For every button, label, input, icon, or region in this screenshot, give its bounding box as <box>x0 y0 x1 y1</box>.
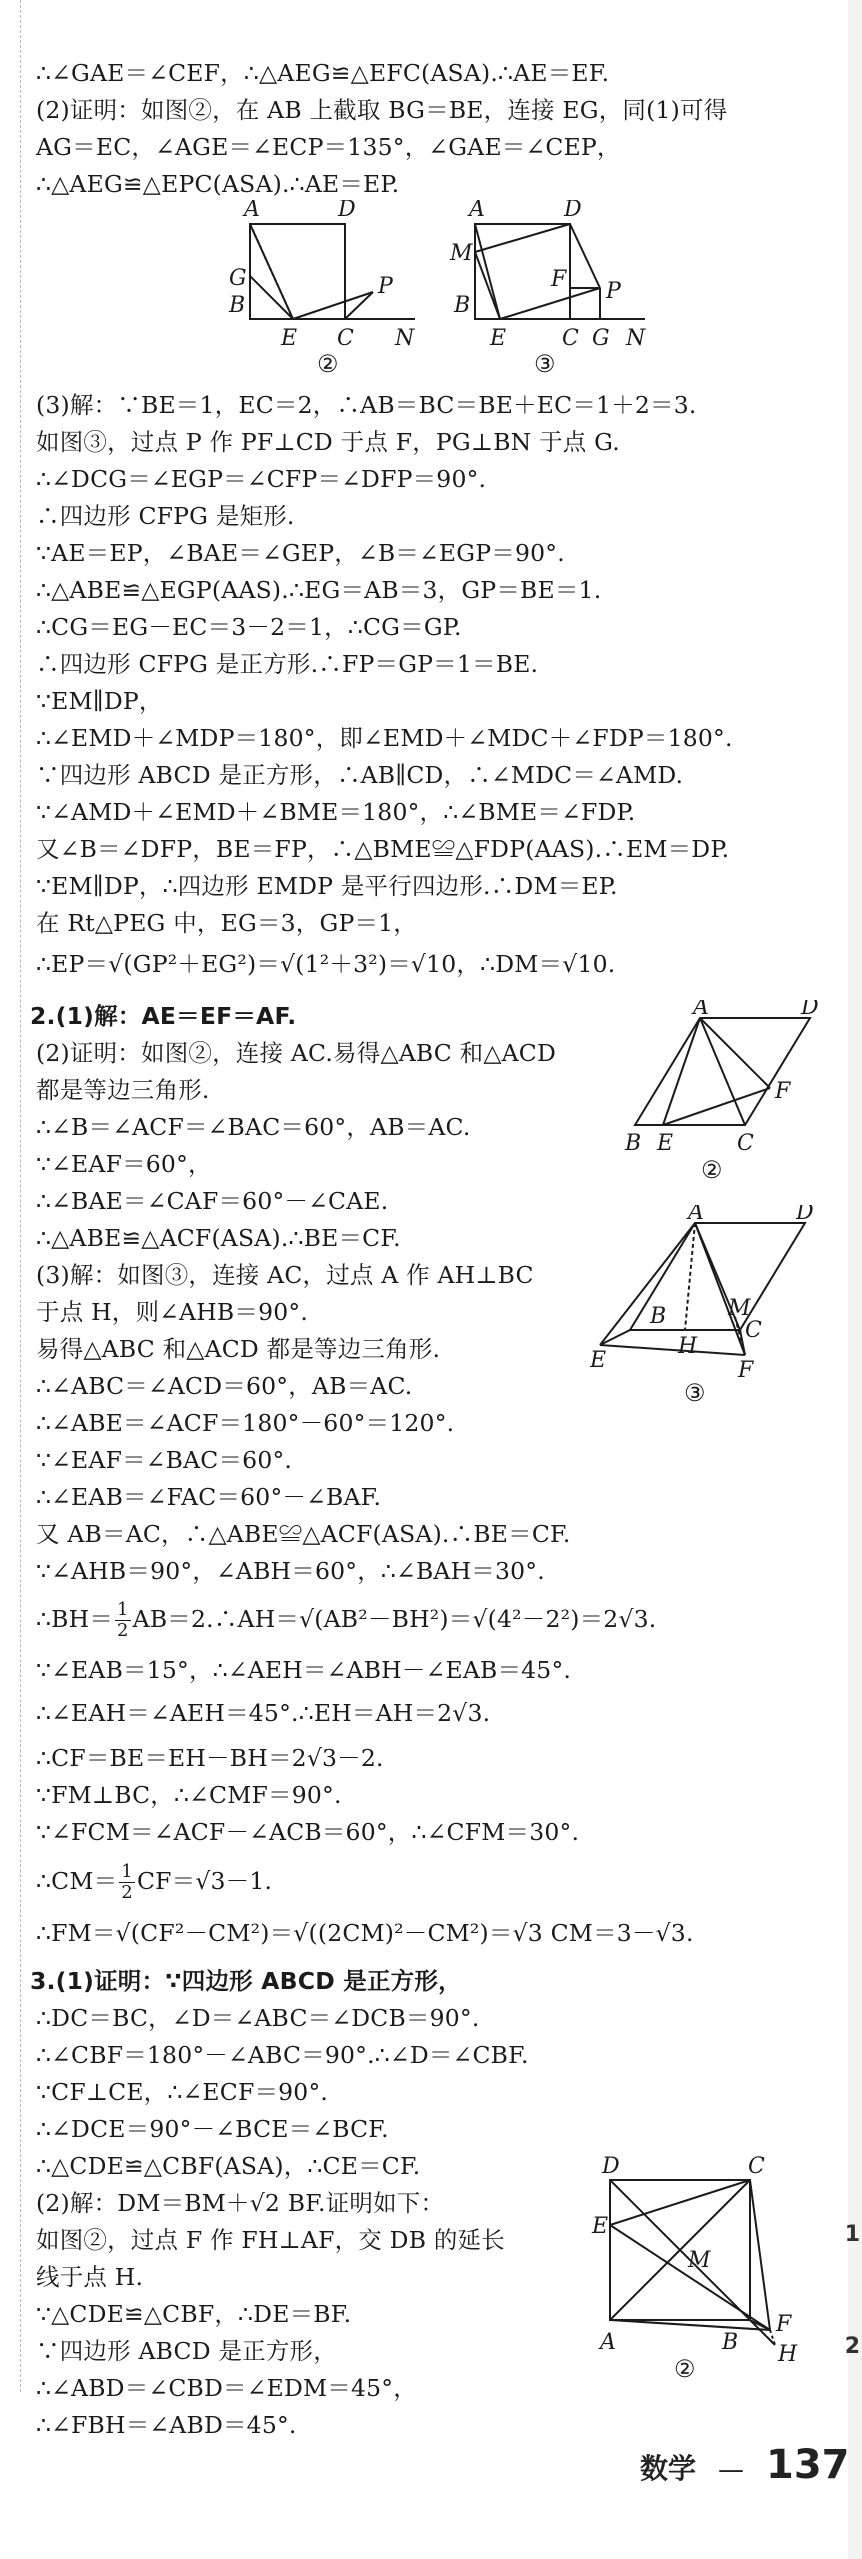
point-label: D <box>602 2155 620 2179</box>
text-line: ∴∠EMD＋∠MDP＝180°，即∠EMD＋∠MDC＋∠FDP＝180°. <box>36 724 733 752</box>
point-label: D <box>801 1000 819 1020</box>
point-label: P <box>378 274 393 299</box>
point-label: E <box>590 1348 607 1373</box>
text-line: 2.(1)解：AE＝EF＝AF. <box>30 1002 297 1030</box>
edge-mark: 2 <box>844 2334 860 2359</box>
point-label: M <box>450 241 473 266</box>
point-label: A <box>469 200 485 222</box>
page-footer <box>640 2442 850 2488</box>
text-line: ∴CG＝EG－EC＝3－2＝1，∴CG＝GP. <box>36 613 462 641</box>
fraction <box>115 1600 131 1641</box>
text-line: ∴△ABE≌△ACF(ASA).∴BE＝CF. <box>36 1224 401 1252</box>
point-label: B <box>229 293 246 318</box>
text-line: 于点 H，则∠AHB＝90°. <box>36 1298 309 1326</box>
point-label: F <box>551 267 567 292</box>
text-line: ∴∠BAE＝∠CAF＝60°－∠CAE. <box>36 1187 389 1215</box>
edge-mark: 1 <box>844 2222 860 2247</box>
text-line: ∴∠ABC＝∠ACD＝60°，AB＝AC. <box>36 1372 413 1400</box>
point-label: H <box>678 1334 698 1359</box>
figure-2-3 <box>590 1205 820 1409</box>
point-label: C <box>748 2155 765 2179</box>
next-page-edge <box>848 0 862 2559</box>
point-label: F <box>738 1358 754 1383</box>
text-line: 易得△ABC 和△ACD 都是等边三角形. <box>36 1335 441 1363</box>
text-line: 线于点 H. <box>36 2263 144 2291</box>
text-line: ∴四边形 CFPG 是矩形. <box>36 502 295 530</box>
point-label: M <box>688 2248 711 2273</box>
text-line: ∵∠EAF＝60°， <box>36 1150 212 1178</box>
point-label: E <box>490 326 507 351</box>
text-line: (3)解：如图③，连接 AC，过点 A 作 AH⊥BC <box>36 1261 534 1289</box>
point-label: B <box>722 2330 739 2355</box>
point-label: H <box>778 2342 798 2367</box>
text-line: ∴∠EAH＝∠AEH＝45°.∴EH＝AH＝2√3. <box>36 1699 491 1727</box>
text-line: ∴∠EAB＝∠FAC＝60°－∠BAF. <box>36 1483 382 1511</box>
figure-caption: ② <box>674 2355 696 2383</box>
point-label: G <box>229 266 247 291</box>
text-line: ∵FM⊥BC，∴∠CMF＝90°. <box>36 1781 342 1809</box>
point-label: B <box>454 293 471 318</box>
text-line: 都是等边三角形. <box>36 1076 210 1104</box>
text-line: ∴DC＝BC，∠D＝∠ABC＝∠DCB＝90°. <box>36 2004 480 2032</box>
fraction-num: 1 <box>117 1599 129 1620</box>
text-line: ∴∠ABD＝∠CBD＝∠EDM＝45°， <box>36 2374 417 2402</box>
text-line: ∴△AEG≌△EPC(ASA).∴AE＝EP. <box>36 170 400 198</box>
text-line-with-fraction <box>36 1600 656 1641</box>
text-fragment: AB＝2.∴AH＝√(AB²－BH²)＝√(4²－2²)＝2√3. <box>132 1605 657 1633</box>
text-line: ∵四边形 ABCD 是正方形，∴AB∥CD，∴∠MDC＝∠AMD. <box>36 761 684 789</box>
point-label: M <box>728 1296 751 1321</box>
text-line: 又∠B＝∠DFP，BE＝FP，∴△BME≌△FDP(AAS).∴EM＝DP. <box>36 835 730 863</box>
point-label: A <box>244 200 260 222</box>
text-line: ∴FM＝√(CF²－CM²)＝√((2CM)²－CM²)＝√3 CM＝3－√3. <box>36 1919 694 1947</box>
text-line: ∴EP＝√(GP²＋EG²)＝√(1²＋3²)＝√10，∴DM＝√10. <box>36 950 616 978</box>
figure-caption: ② <box>701 1156 723 1184</box>
point-label: D <box>338 200 356 222</box>
point-label: C <box>337 326 354 351</box>
text-line: ∴∠DCG＝∠EGP＝∠CFP＝∠DFP＝90°. <box>36 465 487 493</box>
text-line: AG＝EC，∠AGE＝∠ECP＝135°，∠GAE＝∠CEP， <box>36 133 621 161</box>
point-label: A <box>693 1000 709 1020</box>
text-line: ∴CF＝BE＝EH－BH＝2√3－2. <box>36 1744 384 1772</box>
point-label: C <box>737 1131 754 1156</box>
point-label: G <box>592 326 610 351</box>
text-line: 如图③，过点 P 作 PF⊥CD 于点 F，PG⊥BN 于点 G. <box>36 428 620 456</box>
text-fragment: CF＝√3－1. <box>136 1867 273 1895</box>
point-label: P <box>606 279 621 304</box>
text-line: (2)证明：如图②，在 AB 上截取 BG＝BE，连接 EG，同(1)可得 <box>36 96 728 124</box>
text-line: (2)解：DM＝BM＋√2 BF.证明如下： <box>36 2189 445 2217</box>
text-line: ∵四边形 ABCD 是正方形， <box>36 2337 337 2365</box>
text-line: 又 AB＝AC，∴△ABE≌△ACF(ASA).∴BE＝CF. <box>36 1520 571 1548</box>
point-label: E <box>281 326 298 351</box>
text-line: ∵∠AHB＝90°，∠ABH＝60°，∴∠BAH＝30°. <box>36 1557 545 1585</box>
text-line: ∵CF⊥CE，∴∠ECF＝90°. <box>36 2078 329 2106</box>
text-line: ∵∠AMD＋∠EMD＋∠BME＝180°，∴∠BME＝∠FDP. <box>36 798 636 826</box>
text-line: ∴∠B＝∠ACF＝∠BAC＝60°，AB＝AC. <box>36 1113 471 1141</box>
point-label: F <box>776 2312 792 2337</box>
text-line: ∵EM∥DP，∴四边形 EMDP 是平行四边形.∴DM＝EP. <box>36 872 618 900</box>
point-label: E <box>592 2214 609 2239</box>
text-line: ∴∠CBF＝180°－∠ABC＝90°.∴∠D＝∠CBF. <box>36 2041 529 2069</box>
figure-3-2 <box>590 2155 800 2389</box>
text-line: ∴四边形 CFPG 是正方形.∴FP＝GP＝1＝BE. <box>36 650 539 678</box>
text-line-with-fraction <box>36 1862 272 1903</box>
text-line: ∴∠DCE＝90°－∠BCE＝∠BCF. <box>36 2115 389 2143</box>
point-label: C <box>745 1318 762 1343</box>
text-line: ∵∠EAB＝15°，∴∠AEH＝∠ABH－∠EAB＝45°. <box>36 1656 572 1684</box>
text-line: ∴△ABE≌△EGP(AAS).∴EG＝AB＝3，GP＝BE＝1. <box>36 576 602 604</box>
page-number: 137 <box>766 2442 850 2488</box>
footer-dash: — <box>718 2455 745 2485</box>
point-label: B <box>650 1304 667 1329</box>
figure-caption: ③ <box>534 350 556 378</box>
text-line: ∵AE＝EP，∠BAE＝∠GEP，∠B＝∠EGP＝90°. <box>36 539 565 567</box>
point-label: A <box>688 1205 704 1225</box>
figure-caption: ② <box>317 350 339 378</box>
text-line: 在 Rt△PEG 中，EG＝3，GP＝1， <box>36 909 418 937</box>
text-line: (2)证明：如图②，连接 AC.易得△ABC 和△ACD <box>36 1039 557 1067</box>
text-line: ∵∠FCM＝∠ACF－∠ACB＝60°，∴∠CFM＝30°. <box>36 1818 580 1846</box>
text-line: 如图②，过点 F 作 FH⊥AF，交 DB 的延长 <box>36 2226 505 2254</box>
text-line: ∴∠FBH＝∠ABD＝45°. <box>36 2411 297 2439</box>
text-line: ∵△CDE≌△CBF，∴DE＝BF. <box>36 2300 352 2328</box>
text-line: ∴∠ABE＝∠ACF＝180°－60°＝120°. <box>36 1409 455 1437</box>
fraction-num: 1 <box>121 1861 133 1882</box>
text-line: ∵EM∥DP， <box>36 687 163 715</box>
text-line: 3.(1)证明：∵四边形 ABCD 是正方形， <box>30 1967 462 1995</box>
text-line: (3)解：∵BE＝1，EC＝2，∴AB＝BC＝BE＋EC＝1＋2＝3. <box>36 391 697 419</box>
point-label: N <box>395 326 415 351</box>
subject-label: 数学 <box>640 2452 697 2485</box>
text-line: ∴△CDE≌△CBF(ASA)，∴CE＝CF. <box>36 2152 421 2180</box>
point-label: D <box>796 1205 814 1225</box>
fraction-den: 2 <box>117 1620 129 1641</box>
text-fragment: ∴CM＝ <box>36 1867 118 1895</box>
point-label: B <box>625 1131 642 1156</box>
figure-2-2 <box>605 1000 825 1194</box>
text-line: ∴∠GAE＝∠CEF，∴△AEG≌△EFC(ASA).∴AE＝EF. <box>36 59 610 87</box>
fraction <box>119 1862 135 1903</box>
point-label: F <box>775 1079 791 1104</box>
figure-1-3 <box>440 200 660 384</box>
figure-caption: ③ <box>684 1379 706 1405</box>
text-line: ∵∠EAF＝∠BAC＝60°. <box>36 1446 293 1474</box>
point-label: E <box>657 1131 674 1156</box>
figure-1-2 <box>225 200 425 384</box>
point-label: A <box>600 2330 616 2355</box>
text-fragment: ∴BH＝ <box>36 1605 114 1633</box>
point-label: C <box>562 326 579 351</box>
point-label: N <box>626 326 646 351</box>
fraction-den: 2 <box>121 1882 133 1903</box>
point-label: D <box>564 200 582 222</box>
